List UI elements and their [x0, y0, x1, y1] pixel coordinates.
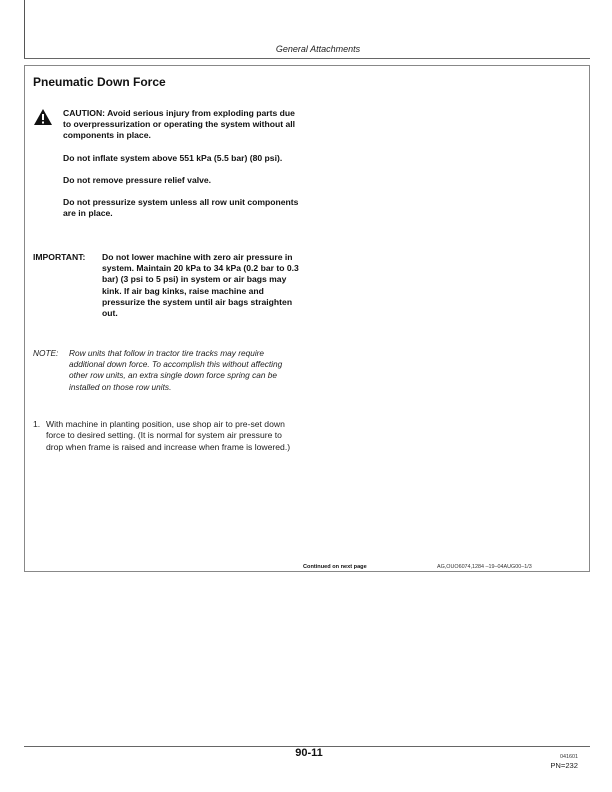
reference-code: AG,OUO6074,1284 –19–04AUG00–1/3 — [437, 564, 532, 570]
header-divider — [24, 58, 590, 59]
warning-triangle-icon — [33, 108, 53, 126]
step-item — [33, 419, 295, 453]
caution-paragraph: Do not pressurize system unless all row unit components are in place. — [63, 197, 299, 219]
print-code: 041601 — [560, 754, 578, 760]
page-number: 90-11 — [295, 747, 323, 759]
step-number: 1. — [33, 419, 41, 429]
caution-paragraph: Do not inflate system above 551 kPa (5.5 bar) (80 psi). — [63, 152, 283, 163]
running-header: General Attachments — [275, 44, 361, 54]
important-label: IMPORTANT: — [33, 252, 86, 262]
important-text: Do not lower machine with zero air pressure in system. Maintain 20 kPa to 34 kPa (0.2 bar to 0.3 bar) (3 psi to 5 psi) in system or air bags may kink. If air bag kinks, raise machine and pressurize the system until air bags straighten out. — [102, 252, 299, 319]
section-title: Pneumatic Down Force — [33, 75, 166, 89]
note-text: Row units that follow in tractor tire tracks may require additional down force. To accomplish this without affecting other row units, an extra single down force spring can be installed on those row units. — [69, 348, 283, 392]
step-text: With machine in planting position, use shop air to pre-set down force to desired setting. (It is normal for system air pressure to drop when frame is raised and increase when frame is lowered.) — [46, 419, 291, 452]
pn-number: PN=232 — [550, 761, 578, 770]
caution-block — [63, 108, 303, 230]
caution-paragraph: CAUTION: Avoid serious injury from exploding parts due to overpressurization or operating the system without all components in place. — [63, 108, 296, 141]
continued-label: Continued on next page — [303, 564, 367, 570]
note-block — [33, 348, 293, 393]
caution-paragraph: Do not remove pressure relief valve. — [63, 174, 212, 185]
note-label: NOTE: — [33, 348, 59, 358]
